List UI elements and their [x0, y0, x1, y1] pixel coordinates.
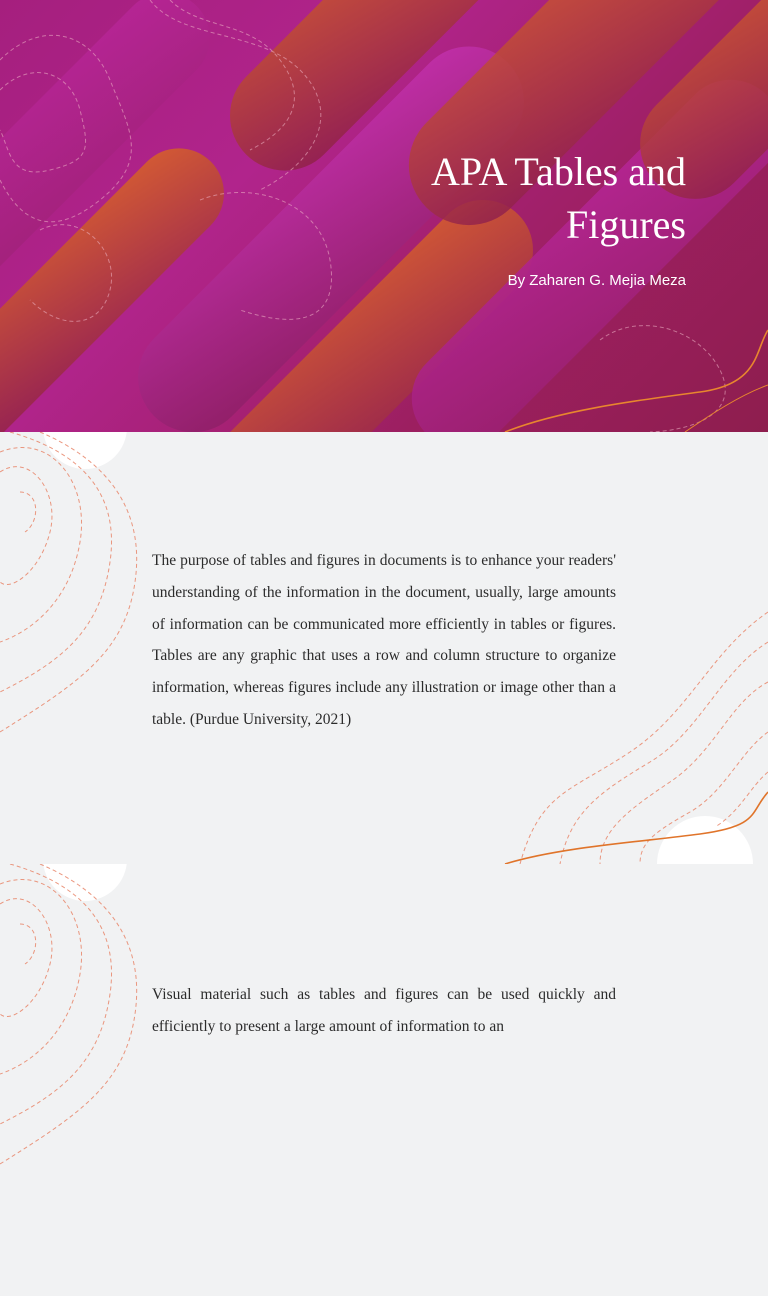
content-slide-purpose	[0, 432, 768, 864]
author-subtitle: By Zaharen G. Mejia Meza	[507, 272, 686, 289]
visual-material-paragraph: Visual material such as tables and figures can be used quickly and efficiently to present a large amount of information to an	[152, 986, 616, 1035]
slide-decoration	[0, 864, 768, 1296]
purpose-paragraph: The purpose of tables and figures in documents is to enhance your readers' understanding of the information in the document, usually, large amounts of information can be communicated more efficiently in tables or figures. Tables are any graphic that uses a row and column structure to organize information, whereas figures include any illustration or image other than a table. (Purdue University, 2021)	[152, 552, 616, 728]
title-block	[326, 145, 686, 291]
presentation-title: APA Tables and Figures	[431, 149, 686, 247]
content-slide-visual-material	[0, 864, 768, 1296]
title-slide	[0, 0, 768, 432]
